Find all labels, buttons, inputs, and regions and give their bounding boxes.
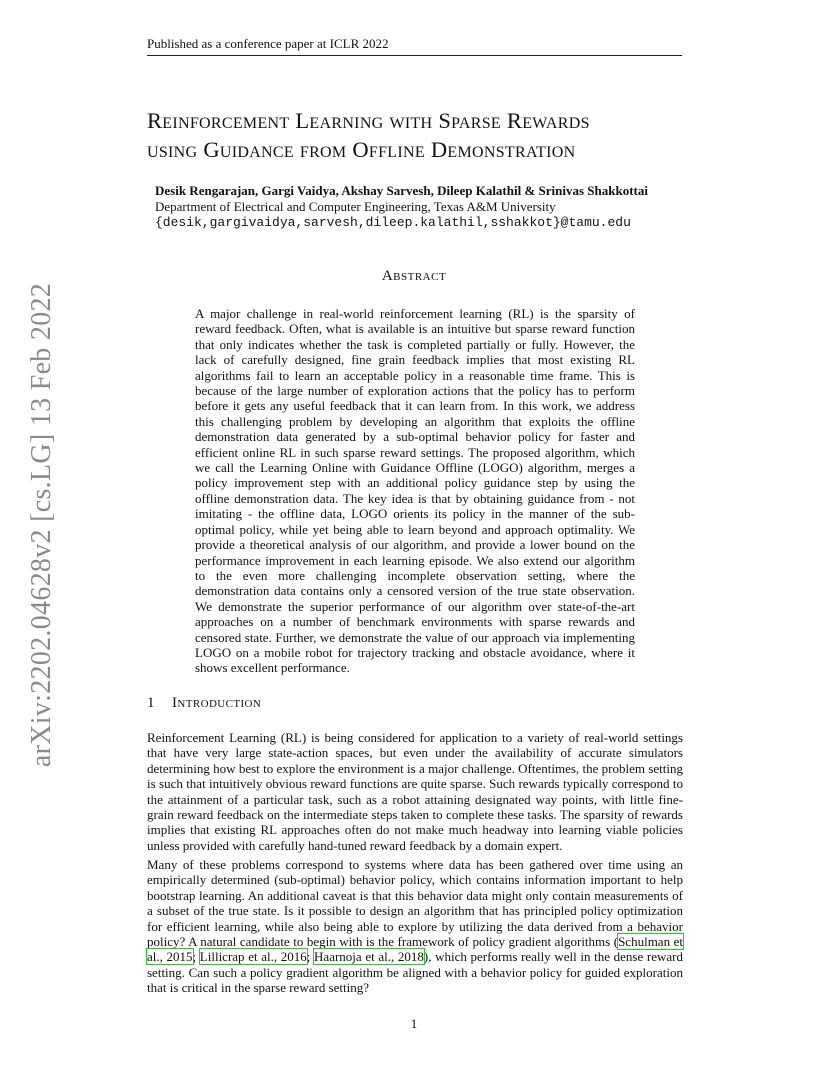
arxiv-stamp: [22, 282, 62, 768]
paragraph-text: ), which performs really well in the dense reward setting. Can such a policy gradient algorithm be aligned with a behavior policy for guided exploration that is critical in the sparse reward setting?: [147, 949, 683, 996]
author-names: Desik Rengarajan, Gargi Vaidya, Akshay Sarvesh, Dileep Kalathil & Srinivas Shakkottai: [155, 183, 648, 198]
citation-link-haarnoja[interactable]: Haarnoja et al., 2018: [314, 949, 424, 965]
citation-separator: ;: [192, 949, 200, 965]
page-number: 1: [410, 1016, 418, 1031]
citation-link-lillicrap[interactable]: Lillicrap et al., 2016: [199, 949, 307, 965]
author-block: [155, 183, 715, 231]
paper-title: [147, 106, 707, 164]
intro-paragraph-2: [147, 857, 683, 996]
title-line-1: Reinforcement Learning with Sparse Rewards: [147, 108, 590, 133]
section-heading: [147, 695, 261, 712]
citation-separator: ;: [306, 949, 315, 965]
citation-link-schulman[interactable]: Schulman et al., 2015: [147, 934, 683, 965]
author-emails: {desik,gargivaidya,sarvesh,dileep.kalathil,sshakkot}@tamu.edu: [155, 215, 631, 230]
author-affiliation: Department of Electrical and Computer Engineering, Texas A&M University: [155, 199, 556, 214]
arxiv-identifier: arXiv:2202.04628v2 [cs.LG] 13 Feb 2022: [26, 282, 57, 768]
abstract-body: A major challenge in real-world reinforcement learning (RL) is the sparsity of reward feedback. Often, what is available is an intuitive but sparse reward function that only indicates whether the task is completed partially or fully. However, the lack of carefully designed, fine grain feedback implies that most existing RL algorithms fail to learn an acceptable policy in a reasonable time frame. This is because of the large number of exploration actions that the policy has to perform before it gets any useful feedback that it can learn from. In this work, we address this challenging problem by developing an algorithm that exploits the offline demonstration data generated by a sub-optimal behavior policy for faster and efficient online RL in such sparse reward settings. The proposed algorithm, which we call the Learning Online with Guidance Offline (LOGO) algorithm, merges a policy improvement step with an additional policy guidance step by using the offline demonstration data. The key idea is that by obtaining guidance from - not imitating - the offline data, LOGO orients its policy in the manner of the sub-optimal policy, while yet being able to learn beyond and approach optimality. We provide a theoretical analysis of our algorithm, and provide a lower bound on the performance improvement in each learning episode. We also extend our algorithm to the even more challenging incomplete observation setting, where the demonstration data contains only a censored version of the true state observation. We demonstrate the superior performance of our algorithm over state-of-the-art approaches on a number of benchmark environments with sparse rewards and censored state. Further, we demonstrate the value of our approach via implementing LOGO on a mobile robot for trajectory tracking and obstacle avoidance, where it shows excellent performance.: [195, 306, 635, 676]
paragraph-text: Many of these problems correspond to systems where data has been gathered over time using an empirically determined (sub-optimal) behavior policy, which contains information important to help bootstrap learning. An additional caveat is that this behavior data might only contain measurements of a subset of the true state. Is it possible to design an algorithm that has principled policy optimization for efficient learning, while also being able to explore by utilizing the data derived from a behavior policy? A natural candidate to begin with is the framework of policy gradient algorithms (: [147, 857, 683, 950]
section-number: 1: [147, 695, 155, 711]
abstract-heading: Abstract: [381, 268, 447, 284]
section-title: Introduction: [172, 695, 262, 711]
title-line-2: using Guidance from Offline Demonstration: [147, 137, 576, 162]
intro-paragraph-1: Reinforcement Learning (RL) is being considered for application to a variety of real-world settings that have very large state-action spaces, but even under the availability of accurate simulators determining how best to explore the environment is a major challenge. Oftentimes, the problem setting is such that intuitively obvious reward functions are quite sparse. Such rewards typically correspond to the attainment of a particular task, such as a robot attaining designated way points, with little fine-grain reward feedback on the intermediate steps taken to complete these tasks. The sparsity of rewards implies that existing RL approaches often do not make much headway into learning viable policies unless provided with carefully hand-tuned reward feedback by a domain expert.: [147, 730, 683, 853]
running-header: Published as a conference paper at ICLR 2022: [147, 36, 682, 56]
